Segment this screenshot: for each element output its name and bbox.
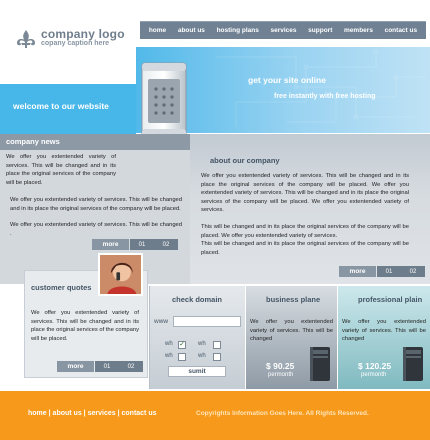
main-nav	[140, 21, 426, 39]
business-plan-text: We offer you extentended variety of services. This will be changed	[250, 319, 333, 343]
footer-link-services[interactable]: services	[87, 410, 116, 417]
about-page-01[interactable]: 01	[385, 268, 393, 275]
company-news-title: company news	[6, 137, 60, 146]
server-icon	[401, 346, 425, 382]
footer-separator: |	[83, 410, 86, 417]
quotes-page-01[interactable]: 01	[103, 363, 111, 370]
quotes-more-button[interactable]: more	[57, 361, 94, 372]
fleur-de-lis-icon	[14, 28, 38, 52]
tld-label: wh	[198, 353, 206, 359]
domain-input[interactable]	[173, 316, 241, 327]
domain-submit-button[interactable]: sumit	[168, 366, 226, 377]
news-page-02[interactable]: 02	[162, 241, 170, 248]
server-icon	[308, 346, 332, 382]
footer-link-about-us[interactable]: about us	[52, 410, 82, 417]
tld-checkbox[interactable]	[213, 341, 221, 349]
about-title: about our company	[210, 156, 280, 165]
footer-separator: |	[117, 410, 120, 417]
nav-hosting-plans[interactable]: hosting plans	[216, 27, 259, 34]
tld-label: wh	[165, 341, 173, 347]
nav-about-us[interactable]: about us	[177, 27, 205, 34]
customer-quotes-title: customer quotes	[31, 283, 92, 292]
hero-subline: free instantly with free hosting	[274, 93, 376, 100]
logo-title[interactable]: company logo	[41, 27, 125, 41]
about-paragraph: This will be changed and in its place the original services of the company will be placed. We offer you extentended variety of services.	[201, 223, 409, 239]
quotes-pager	[95, 361, 143, 372]
about-text	[201, 172, 409, 257]
news-page-01[interactable]: 01	[138, 241, 146, 248]
professional-plan-text: We offer you extentended variety of services. This will be changed	[342, 319, 426, 343]
customer-photo	[98, 253, 143, 296]
news-pager	[130, 239, 178, 250]
quotes-page-02[interactable]: 02	[127, 363, 135, 370]
nav-members[interactable]: members	[344, 27, 373, 34]
footer-links	[28, 410, 157, 417]
professional-plan-period: permonth	[361, 372, 387, 378]
footer-separator: |	[48, 410, 51, 417]
welcome-text: welcome to our website	[13, 101, 109, 111]
check-domain-title: check domain	[172, 295, 223, 304]
logo-caption: copany caption here	[41, 40, 110, 47]
nav-services[interactable]: services	[270, 27, 297, 34]
news-item: We offer you extentended variety of services. This will be changed .	[10, 222, 182, 237]
welcome-band	[0, 84, 136, 134]
news-more-button[interactable]: more	[92, 239, 129, 250]
news-item: We offer you extentended variety of services. This will be changed and in its place the original services of the company will be placed.	[10, 197, 182, 212]
professional-plan-price: $ 120.25	[358, 361, 392, 371]
tld-checkbox[interactable]	[178, 353, 186, 361]
business-plan-price: $ 90.25	[266, 361, 295, 371]
customer-quote-text: We offer you extentended variety of services. This will be changed and in its place the original services of the company will be placed.	[31, 310, 139, 342]
about-page-02[interactable]: 02	[409, 268, 417, 275]
business-plan-period: permonth	[268, 372, 294, 378]
about-more-button[interactable]: more	[339, 266, 376, 277]
tld-checkbox-checked[interactable]: ✓	[179, 341, 185, 348]
nav-contact-us[interactable]: contact us	[384, 27, 418, 34]
about-pager	[377, 266, 425, 277]
nav-home[interactable]: home	[148, 27, 167, 34]
www-label: www	[154, 318, 169, 325]
tld-label: wh	[198, 341, 206, 347]
nav-support[interactable]: support	[308, 27, 333, 34]
news-item: We offer you extentended variety of services. This will be changed and in its place the original services of the company will be placed.	[6, 154, 116, 186]
tld-checkbox[interactable]	[213, 353, 221, 361]
hero-headline: get your site online	[248, 75, 326, 85]
tld-label: wh	[165, 353, 173, 359]
professional-plan-title: professional plain	[358, 295, 423, 304]
copyright-text: Copyrights Information Goes Here. All Rights Reserved.	[196, 410, 369, 417]
about-paragraph: We offer you extentended variety of services. This will be changed and in its place the original services of the company will be placed. We offer you extentended variety of services. This will be changed and in its place the original services of the company will be placed. We offer you extentended variety of services.	[201, 173, 409, 214]
server-tower-image	[138, 61, 190, 139]
about-paragraph: This will be changed and in its place the original services of the company will be placed.	[201, 241, 409, 256]
business-plan-title: business plane	[266, 295, 321, 304]
footer-link-contact-us[interactable]: contact us	[121, 410, 157, 417]
footer-link-home[interactable]: home	[28, 410, 47, 417]
